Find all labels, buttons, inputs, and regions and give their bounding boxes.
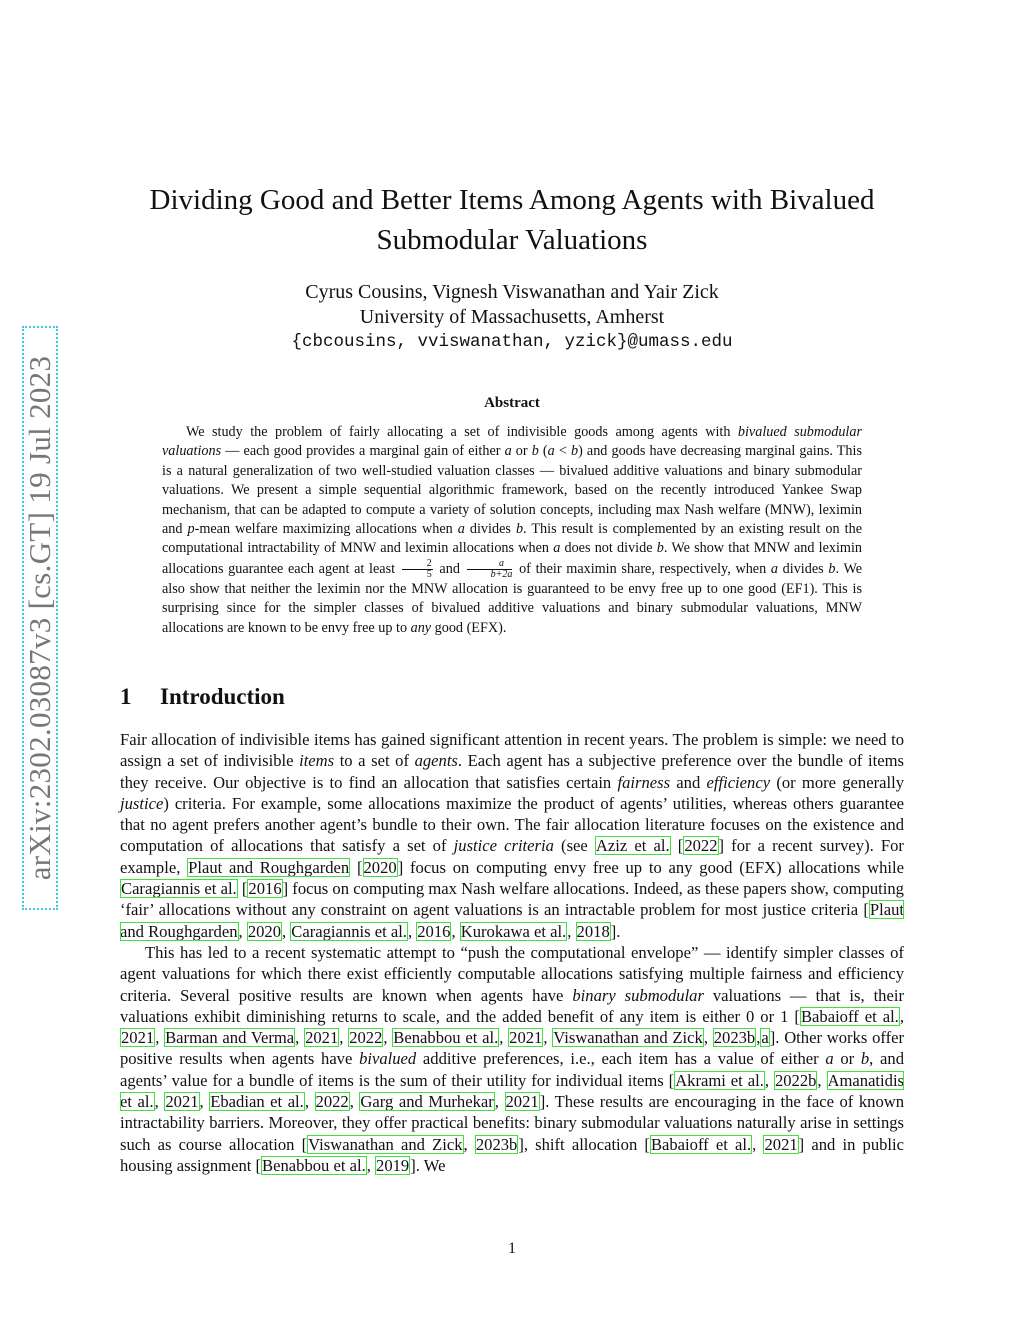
citation-link[interactable]: Benabbou et al. bbox=[393, 1028, 499, 1048]
citation-link[interactable]: 2021 bbox=[305, 1028, 339, 1048]
citation-link[interactable]: 2023b bbox=[713, 1028, 756, 1048]
author-block bbox=[120, 280, 904, 355]
section-number: 1 bbox=[120, 684, 132, 709]
citation-link[interactable]: 2016 bbox=[417, 921, 451, 941]
author-names: Cyrus Cousins, Vignesh Viswanathan and Yair Zick bbox=[305, 281, 719, 303]
citation-link[interactable]: Kurokawa et al. bbox=[460, 921, 567, 941]
paper-title bbox=[120, 180, 904, 260]
paragraph-1: Fair allocation of indivisible items has gained significant attention in recent years. The problem is simple: we need to assign a set of indivisible items to a set of agents. Each agent has a subjective preference over the bundle of items they receive. Our objective is to find an allocation that satisfies certain fairness and efficiency (or more generally justice) criteria. For example, some allocations maximize the product of agents’ utilities, whereas others guarantee that no agent prefers another agent’s bundle to their own. The fair allocation literature focuses on the existence and computation of allocations that satisfy a set of justice criteria (see Aziz et al. [2022] for a recent survey). For example, Plaut and Roughgarden [2020] focus on computing envy free up to any good (EFX) allocations while Caragiannis et al. [2016] focus on computing max Nash welfare allocations. Indeed, as these papers show, computing ‘fair’ allocations without any constraint on agent valuations is an intractable problem for most justice criteria [Plaut and Roughgarden, 2020, Caragiannis et al., 2016, Kurokawa et al., 2018]. bbox=[120, 730, 904, 941]
citation-link[interactable]: 2016 bbox=[248, 879, 282, 899]
citation-link[interactable]: 2021 bbox=[121, 1028, 155, 1048]
citation-link[interactable]: Viswanathan and Zick bbox=[553, 1028, 703, 1048]
citation-link[interactable]: Ebadian et al. bbox=[210, 1092, 304, 1112]
citation-link[interactable]: 2021 bbox=[509, 1028, 543, 1048]
citation-link[interactable]: Garg and Murhekar bbox=[360, 1092, 494, 1112]
citation-link[interactable]: Benabbou et al. bbox=[262, 1155, 366, 1175]
citation-link[interactable]: Babaioff et al. bbox=[800, 1006, 899, 1026]
abstract-text: We study the problem of fairly allocating a set of indivisible goods among agents with bivalued submodular valuations — each good provides a marginal gain of either a or b (a < b) and goods have decreasing marginal gains. This is a natural generalization of two well-studied valuation classes — bivalued additive valuations and binary submodular valuations. We present a simple sequential algorithmic framework, based on the recently introduced Yankee Swap mechanism, that can be adapted to compute a variety of solution concepts, including max Nash welfare (MNW), leximin and p-mean welfare maximizing allocations when a divides b. This result is complemented by an existing result on the computational intractability of MNW and leximin allocations when a does not divide b. We show that MNW and leximin allocations guarantee each agent at least $\frac{2}{5}$ and $\frac{a}{b+2a}$ of their maximin share, respectively, when a divides b. We also show that neither the leximin nor the MNW allocation is guaranteed to be envy free up to one good (EF1). This is surprising since for the simpler classes of bivalued additive valuations and binary submodular valuations, MNW allocations are known to be envy free up to any good (EFX). bbox=[162, 424, 863, 636]
title-line-2: Submodular Valuations bbox=[376, 224, 648, 256]
citation-link[interactable]: 2020 bbox=[247, 921, 281, 941]
abstract-heading: Abstract bbox=[484, 395, 540, 411]
citation-link[interactable]: Plaut and Roughgarden bbox=[120, 900, 904, 941]
citation-link[interactable]: Viswanathan and Zick bbox=[308, 1134, 463, 1154]
citation-link[interactable]: Akrami et al. bbox=[675, 1070, 764, 1090]
citation-link[interactable]: Plaut and Roughgarden bbox=[188, 857, 350, 877]
fraction-a-over-b-plus-2a: $\frac{a}{b+2a}$ bbox=[467, 559, 513, 580]
section-heading bbox=[120, 684, 285, 710]
citation-link[interactable]: 2022b bbox=[774, 1070, 817, 1090]
arxiv-id: arXiv:2302.03087v3 [cs.GT] 19 Jul 2023 bbox=[22, 355, 57, 881]
citation-link[interactable]: 2022 bbox=[349, 1028, 383, 1048]
citation-link[interactable]: 2021 bbox=[764, 1134, 798, 1154]
citation-link[interactable]: 2019 bbox=[376, 1155, 410, 1175]
citation-link[interactable]: a bbox=[761, 1028, 769, 1048]
citation-link[interactable]: Caragiannis et al. bbox=[291, 921, 407, 941]
section-title: Introduction bbox=[160, 684, 285, 709]
citation-link[interactable]: Aziz et al. bbox=[595, 836, 670, 856]
citation-link[interactable]: Barman and Verma bbox=[165, 1028, 295, 1048]
citation-link[interactable]: 2021 bbox=[505, 1092, 539, 1112]
fraction-two-fifths: $\frac{2}{5}$ bbox=[402, 559, 433, 580]
citation-link[interactable]: Babaioff et al. bbox=[650, 1134, 752, 1154]
citation-link[interactable]: 2021 bbox=[165, 1092, 199, 1112]
citation-link[interactable]: 2022 bbox=[684, 836, 718, 856]
arxiv-stamp[interactable] bbox=[22, 326, 58, 910]
affiliation: University of Massachusetts, Amherst bbox=[359, 306, 665, 328]
citation-link[interactable]: 2022 bbox=[315, 1092, 349, 1112]
citation-link[interactable]: Caragiannis et al. bbox=[121, 879, 237, 899]
paragraph-2: This has led to a recent systematic attempt to “push the computational envelope” — identify simpler classes of agent valuations for which there exist efficiently computable allocations satisfying multiple fairness and efficiency criteria. Several positive results are known when agents have binary submodular valuations — that is, their valuations exhibit diminishing returns to scale, and the added benefit of any item is either 0 or 1 [Babaioff et al., 2021, Barman and Verma, 2021, 2022, Benabbou et al., 2021, Viswanathan and Zick, 2023b,a]. Other works offer positive results when agents have bivalued additive preferences, i.e., each item has a value of either a or b, and agents’ value for a bundle of items is the sum of their utility for individual items [Akrami et al., 2022b, Amanatidis et al., 2021, Ebadian et al., 2022, Garg and Murhekar, 2021]. These results are encouraging in the face of known intractability barriers. Moreover, they offer practical benefits: binary submodular valuations naturally arise in settings such as course allocation [Viswanathan and Zick, 2023b], shift allocation [Babaioff et al., 2021] and in public housing assignment [Benabbou et al., 2019]. We bbox=[120, 942, 905, 1175]
citation-link[interactable]: Amanatidis et al. bbox=[120, 1070, 905, 1112]
citation-link[interactable]: 2023b bbox=[475, 1134, 518, 1154]
citation-link[interactable]: 2018 bbox=[576, 921, 610, 941]
author-emails: {cbcousins, vviswanathan, yzick}@umass.edu bbox=[291, 332, 733, 352]
title-line-1: Dividing Good and Better Items Among Agents with Bivalued bbox=[149, 184, 875, 216]
introduction-body bbox=[120, 729, 904, 1176]
citation-link[interactable]: 2020 bbox=[363, 857, 397, 877]
page-number: 1 bbox=[508, 1240, 516, 1257]
